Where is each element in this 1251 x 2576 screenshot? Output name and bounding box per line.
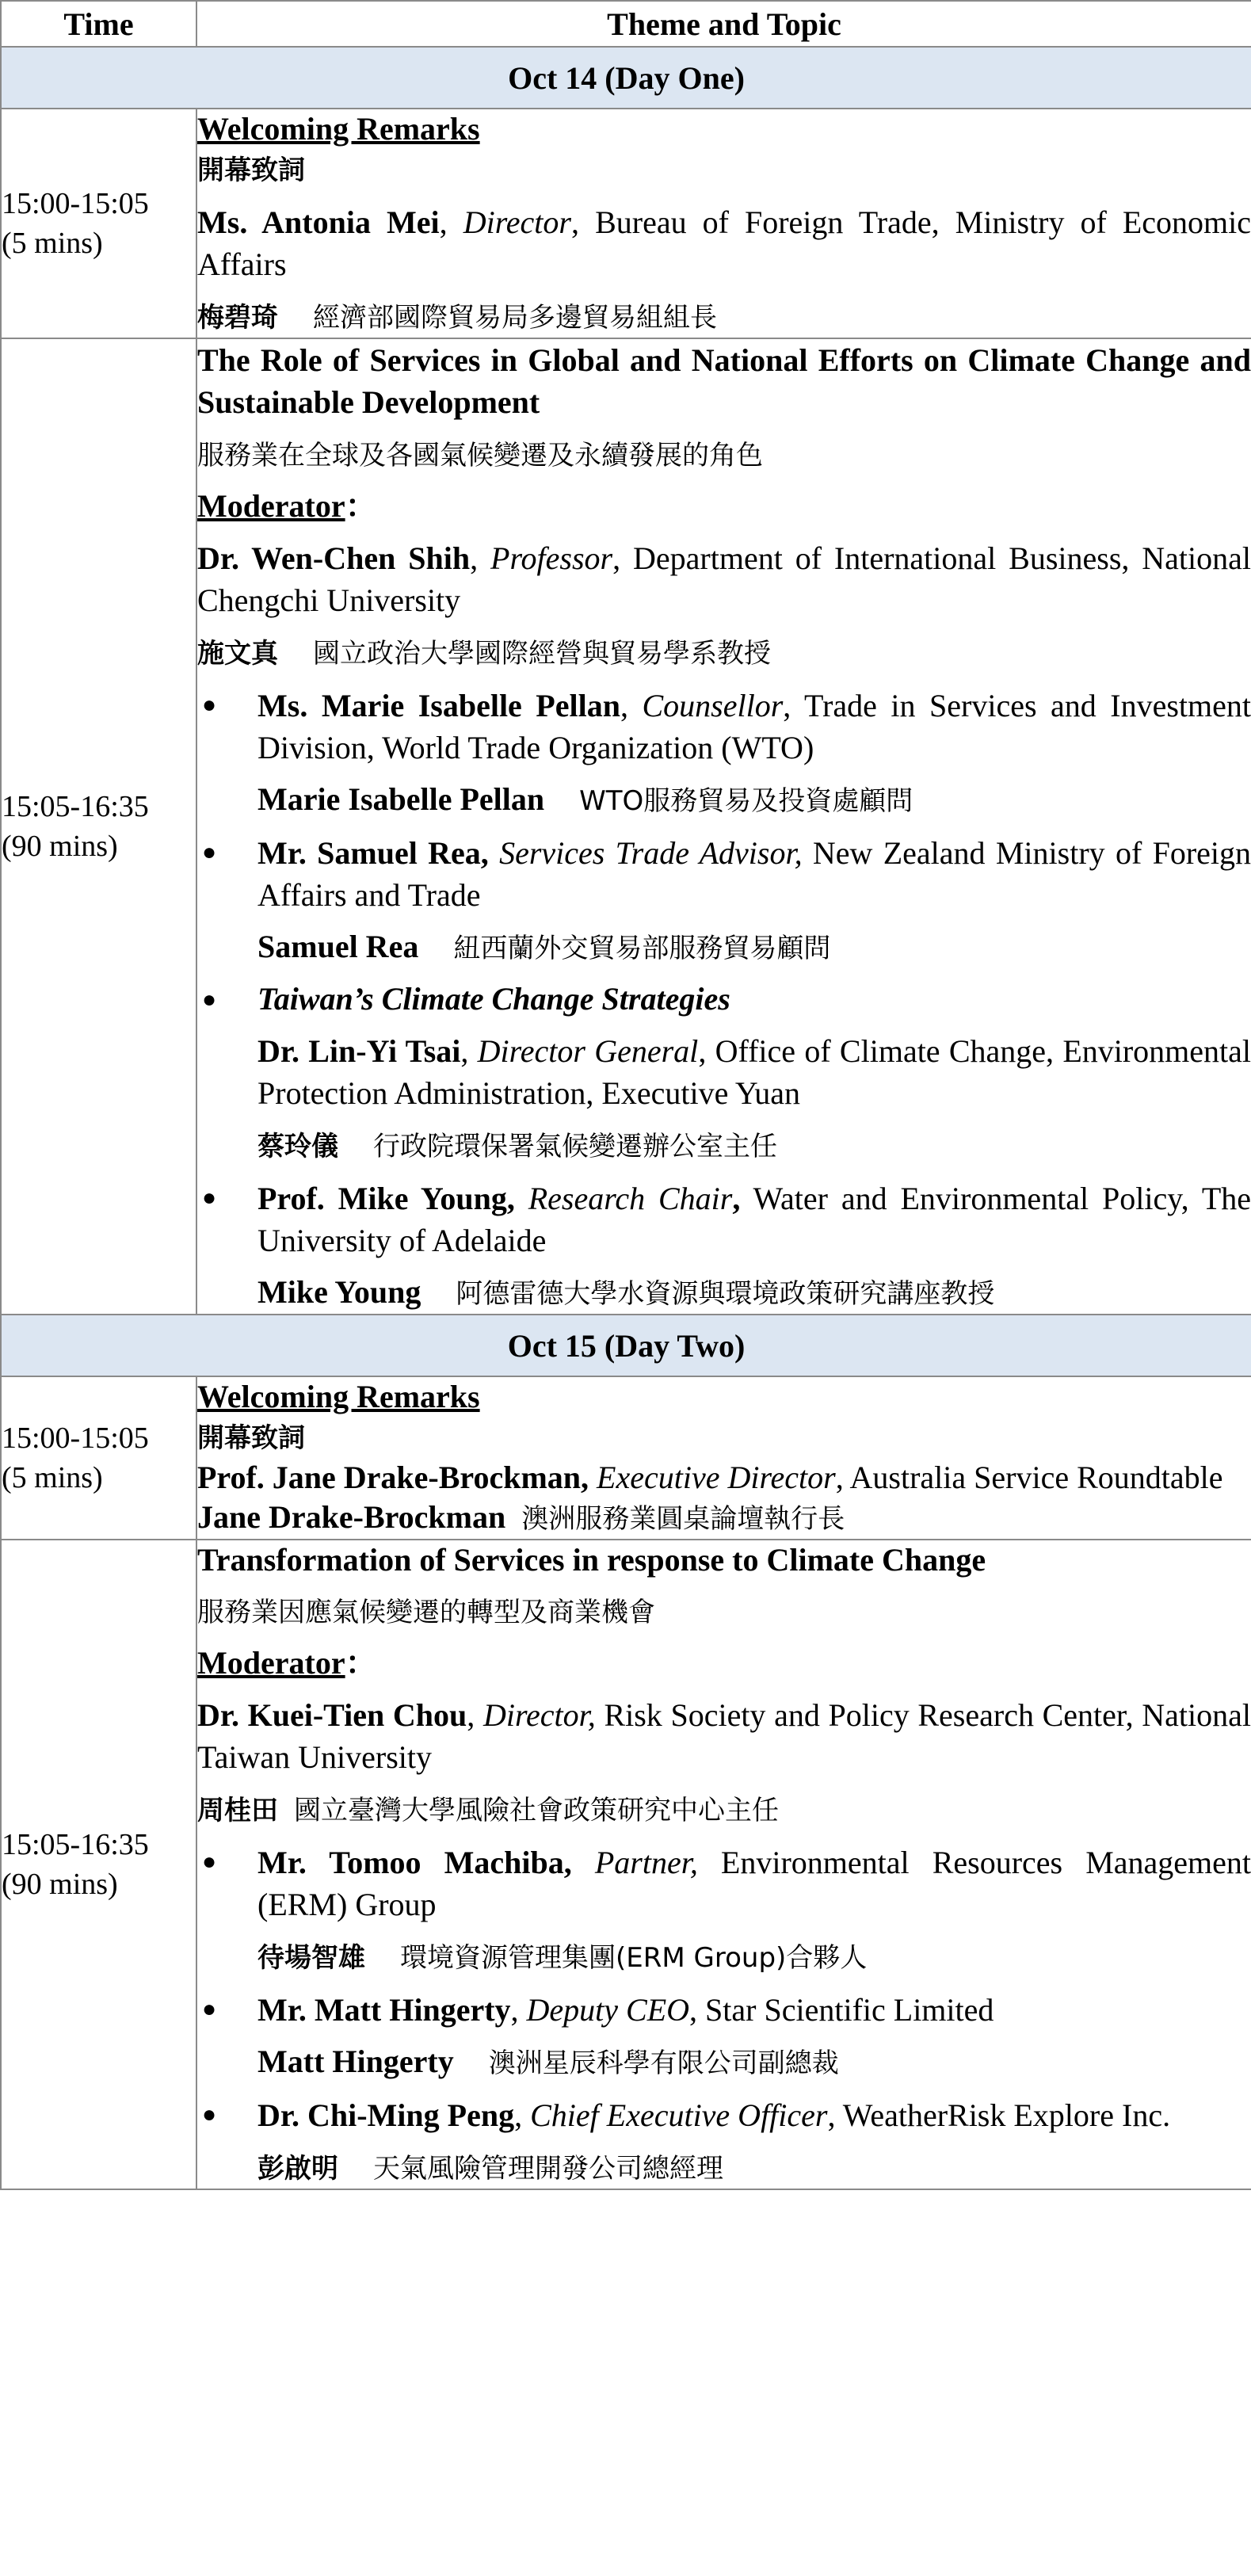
duration: (90 mins) bbox=[2, 1868, 118, 1901]
speaker-role: Executive Director bbox=[597, 1460, 836, 1495]
time-column-header: Time bbox=[1, 1, 196, 47]
speaker-org: Star Scientific Limited bbox=[705, 1992, 994, 2028]
day2-welcome-time-cell bbox=[1, 1376, 196, 1540]
day1-welcome-time-cell bbox=[1, 109, 196, 338]
speaker-local-name: Matt Hingerty bbox=[257, 2044, 454, 2079]
bullet-icon: ● bbox=[202, 839, 217, 865]
speaker-item: ● Dr. Chi-Ming Peng, Chief Executive Officer, WeatherRisk Explore Inc. 彭啟明 天氣風險管理開發公司總經理 bbox=[202, 2097, 1171, 2185]
speaker-item: ● Ms. Marie Isabelle Pellan, Counsellor, Trade in Services and Investment Division, World Trade Organization (WTO) Marie Isabelle Pellan WTO服務貿易及投資處顧問 bbox=[202, 688, 1251, 817]
speaker-local-name: Samuel Rea bbox=[257, 929, 419, 964]
time-range: 15:00-15:05 bbox=[2, 187, 149, 220]
speaker-role: Counsellor bbox=[642, 688, 784, 723]
session-title-zh: 服務業在全球及各國氣候變遷及永續發展的角色 bbox=[197, 440, 763, 471]
bullet-icon: ● bbox=[202, 692, 217, 718]
speaker-role: Deputy CEO bbox=[526, 1992, 690, 2028]
session-title: Welcoming Remarks bbox=[197, 1379, 480, 1414]
speaker-local-title: 阿德雷德大學水資源與環境政策研究講座教授 bbox=[456, 1278, 995, 1310]
day-two-row bbox=[1, 1315, 1251, 1376]
time-range: 15:05-16:35 bbox=[2, 790, 149, 823]
day1-welcome-row bbox=[1, 109, 1251, 338]
session-title: Welcoming Remarks bbox=[197, 111, 480, 147]
day-one-label: Oct 14 (Day One) bbox=[1, 47, 1251, 109]
speaker-org: Environmental Resources Management (ERM) Group bbox=[257, 1845, 1251, 1922]
bullet-icon: ● bbox=[202, 1185, 217, 1211]
moderator-role: Professor bbox=[490, 540, 613, 576]
speaker-org: Office of Climate Change, Environmental Protection Administration, Executive Yuan bbox=[257, 1033, 1251, 1111]
moderator-org: Risk Society and Policy Research Center, National Taiwan University bbox=[197, 1697, 1251, 1775]
speaker-name: Prof. Jane Drake-Brockman, bbox=[197, 1460, 589, 1495]
speaker-entry: Prof. Jane Drake-Brockman, Executive Director, Australia Service Roundtable bbox=[197, 1460, 1223, 1495]
moderator-label: Moderator bbox=[197, 488, 345, 524]
bullet-icon: ● bbox=[202, 1996, 217, 2022]
theme-column-header: Theme and Topic bbox=[196, 1, 1251, 47]
moderator-label: Moderator bbox=[197, 1645, 345, 1681]
session-title-zh: 開幕致詞 bbox=[197, 1422, 305, 1454]
day1-welcome-topic-cell bbox=[196, 109, 1251, 338]
speaker-org: Water and Environmental Policy, The University of Adelaide bbox=[257, 1181, 1251, 1258]
moderator-entry: Dr. Wen-Chen Shih, Professor, Department of International Business, National Chengchi University bbox=[197, 540, 1251, 618]
speaker-name: Prof. Mike Young, bbox=[257, 1181, 515, 1216]
time-range: 15:05-16:35 bbox=[2, 1828, 149, 1861]
bullet-icon: ● bbox=[202, 2101, 217, 2128]
speaker-local-title: 天氣風險管理開發公司總經理 bbox=[373, 2153, 723, 2185]
bullet-icon: ● bbox=[202, 987, 217, 1013]
speaker-item: ● Prof. Mike Young, Research Chair, Water and Environmental Policy, The University of Adelaide Mike Young 阿德雷德大學水資源與環境政策研究講座教授 bbox=[202, 1181, 1251, 1310]
speaker-role: Director General bbox=[477, 1033, 699, 1069]
speaker-zh-name: 梅碧琦 bbox=[197, 302, 278, 334]
duration: (5 mins) bbox=[2, 227, 103, 260]
speaker-local-title: 行政院環保署氣候變遷辦公室主任 bbox=[373, 1131, 777, 1162]
moderator-role: Director, bbox=[482, 1697, 596, 1733]
speaker-item bbox=[197, 1841, 1251, 1978]
speaker-name: Ms. Antonia Mei bbox=[197, 204, 440, 240]
time-range: 15:00-15:05 bbox=[2, 1422, 149, 1455]
day2-welcome-row bbox=[1, 1376, 1251, 1540]
day2-welcome-topic-cell bbox=[196, 1376, 1251, 1540]
session-title-zh: 開幕致詞 bbox=[197, 155, 305, 186]
speaker-topic: Taiwan’s Climate Change Strategies bbox=[257, 981, 730, 1017]
speaker-role: Director bbox=[463, 204, 571, 240]
speaker-local-name: 待場智雄 bbox=[257, 1942, 365, 1974]
moderator-zh-title: 國立臺灣大學風險社會政策研究中心主任 bbox=[294, 1795, 779, 1826]
speaker-zh-title: 經濟部國際貿易局多邊貿易組組長 bbox=[313, 302, 717, 334]
speaker-role: Research Chair bbox=[528, 1181, 733, 1216]
speaker-local-name: Marie Isabelle Pellan bbox=[257, 781, 545, 817]
speaker-local-title: 紐西蘭外交貿易部服務貿易顧問 bbox=[453, 933, 831, 964]
speaker-local-title: 澳洲服務業圓桌論壇執行長 bbox=[521, 1503, 845, 1535]
moderator-name: Dr. Kuei-Tien Chou bbox=[197, 1697, 467, 1733]
speaker-item: ● Mr. Matt Hingerty, Deputy CEO, Star Scientific Limited Matt Hingerty 澳洲星辰科學有限公司副總裁 bbox=[202, 1992, 994, 2079]
speaker-name: Mr. Samuel Rea, bbox=[257, 835, 489, 871]
moderator-colon: ： bbox=[345, 488, 377, 524]
speaker-name: Dr. Lin-Yi Tsai bbox=[257, 1033, 461, 1069]
speaker-org: Trade in Services and Investment Division, World Trade Organization (WTO) bbox=[257, 688, 1251, 765]
speaker-name: Ms. Marie Isabelle Pellan bbox=[257, 688, 620, 723]
session-title: The Role of Services in Global and National Efforts on Climate Change and Sustainable Development bbox=[197, 342, 1251, 420]
day1-session-topic-cell bbox=[196, 338, 1251, 1315]
moderator-zh-name: 周桂田 bbox=[197, 1795, 278, 1826]
speaker-item bbox=[197, 832, 1251, 968]
speaker-local-name: Mike Young bbox=[257, 1274, 421, 1310]
day2-session-row bbox=[1, 1540, 1251, 2189]
session-title-zh: 服務業因應氣候變遷的轉型及商業機會 bbox=[197, 1597, 655, 1628]
moderator-name: Dr. Wen-Chen Shih bbox=[197, 540, 471, 576]
header-row bbox=[1, 1, 1251, 47]
bullet-icon: ● bbox=[202, 1849, 217, 1875]
speaker-item: ● Taiwan’s Climate Change Strategies Dr. Lin-Yi Tsai, Director General, Office of Climate Change, Environmental Protection Administration, Executive Yuan 蔡玲儀 行政院環保署氣候變遷辦公室主任 bbox=[202, 981, 1251, 1162]
day-one-row bbox=[1, 47, 1251, 109]
speaker-entry: Ms. Antonia Mei, Director, Bureau of Foreign Trade, Ministry of Economic Affairs bbox=[197, 204, 1251, 282]
speaker-name: Mr. Matt Hingerty bbox=[257, 1992, 511, 2028]
speaker-name: Dr. Chi-Ming Peng bbox=[257, 2097, 515, 2133]
day2-session-topic-cell bbox=[196, 1540, 1251, 2189]
moderator-colon: ： bbox=[345, 1645, 377, 1681]
day2-session-time-cell bbox=[1, 1540, 196, 2189]
speaker-org: Australia Service Roundtable bbox=[849, 1460, 1223, 1495]
speaker-org: WeatherRisk Explore Inc. bbox=[842, 2097, 1171, 2133]
moderator-org: Department of International Business, National Chengchi University bbox=[197, 540, 1251, 618]
speaker-role: Chief Executive Officer bbox=[530, 2097, 828, 2133]
session-title: Transformation of Services in response to Climate Change bbox=[197, 1542, 986, 1578]
duration: (90 mins) bbox=[2, 830, 118, 863]
day-two-label: Oct 15 (Day Two) bbox=[1, 1315, 1251, 1376]
speaker-local-name: 彭啟明 bbox=[257, 2153, 338, 2185]
moderator-zh-title: 國立政治大學國際經營與貿易學系教授 bbox=[313, 638, 771, 670]
speaker-local-title: WTO服務貿易及投資處顧問 bbox=[579, 785, 913, 817]
day1-session-row bbox=[1, 338, 1251, 1315]
speaker-name: Mr. Tomoo Machiba, bbox=[257, 1845, 572, 1880]
speaker-local-title: 環境資源管理集團(ERM Group)合夥人 bbox=[400, 1942, 868, 1974]
speaker-org: Bureau of Foreign Trade, Ministry of Economic Affairs bbox=[197, 204, 1251, 282]
speaker-role: Partner, bbox=[594, 1845, 698, 1880]
speaker-role: Services Trade Advisor, bbox=[499, 835, 803, 871]
speaker-org: New Zealand Ministry of Foreign Affairs and Trade bbox=[257, 835, 1251, 913]
duration: (5 mins) bbox=[2, 1461, 103, 1494]
speaker-local-name: Jane Drake-Brockman bbox=[197, 1499, 506, 1535]
day1-session-time-cell bbox=[1, 338, 196, 1315]
moderator-zh-name: 施文真 bbox=[197, 638, 278, 670]
moderator-entry: Dr. Kuei-Tien Chou, Director, Risk Society and Policy Research Center, National Taiwan University bbox=[197, 1697, 1251, 1775]
speaker-local-title: 澳洲星辰科學有限公司副總裁 bbox=[488, 2047, 839, 2079]
speaker-local-name: 蔡玲儀 bbox=[257, 1131, 338, 1162]
